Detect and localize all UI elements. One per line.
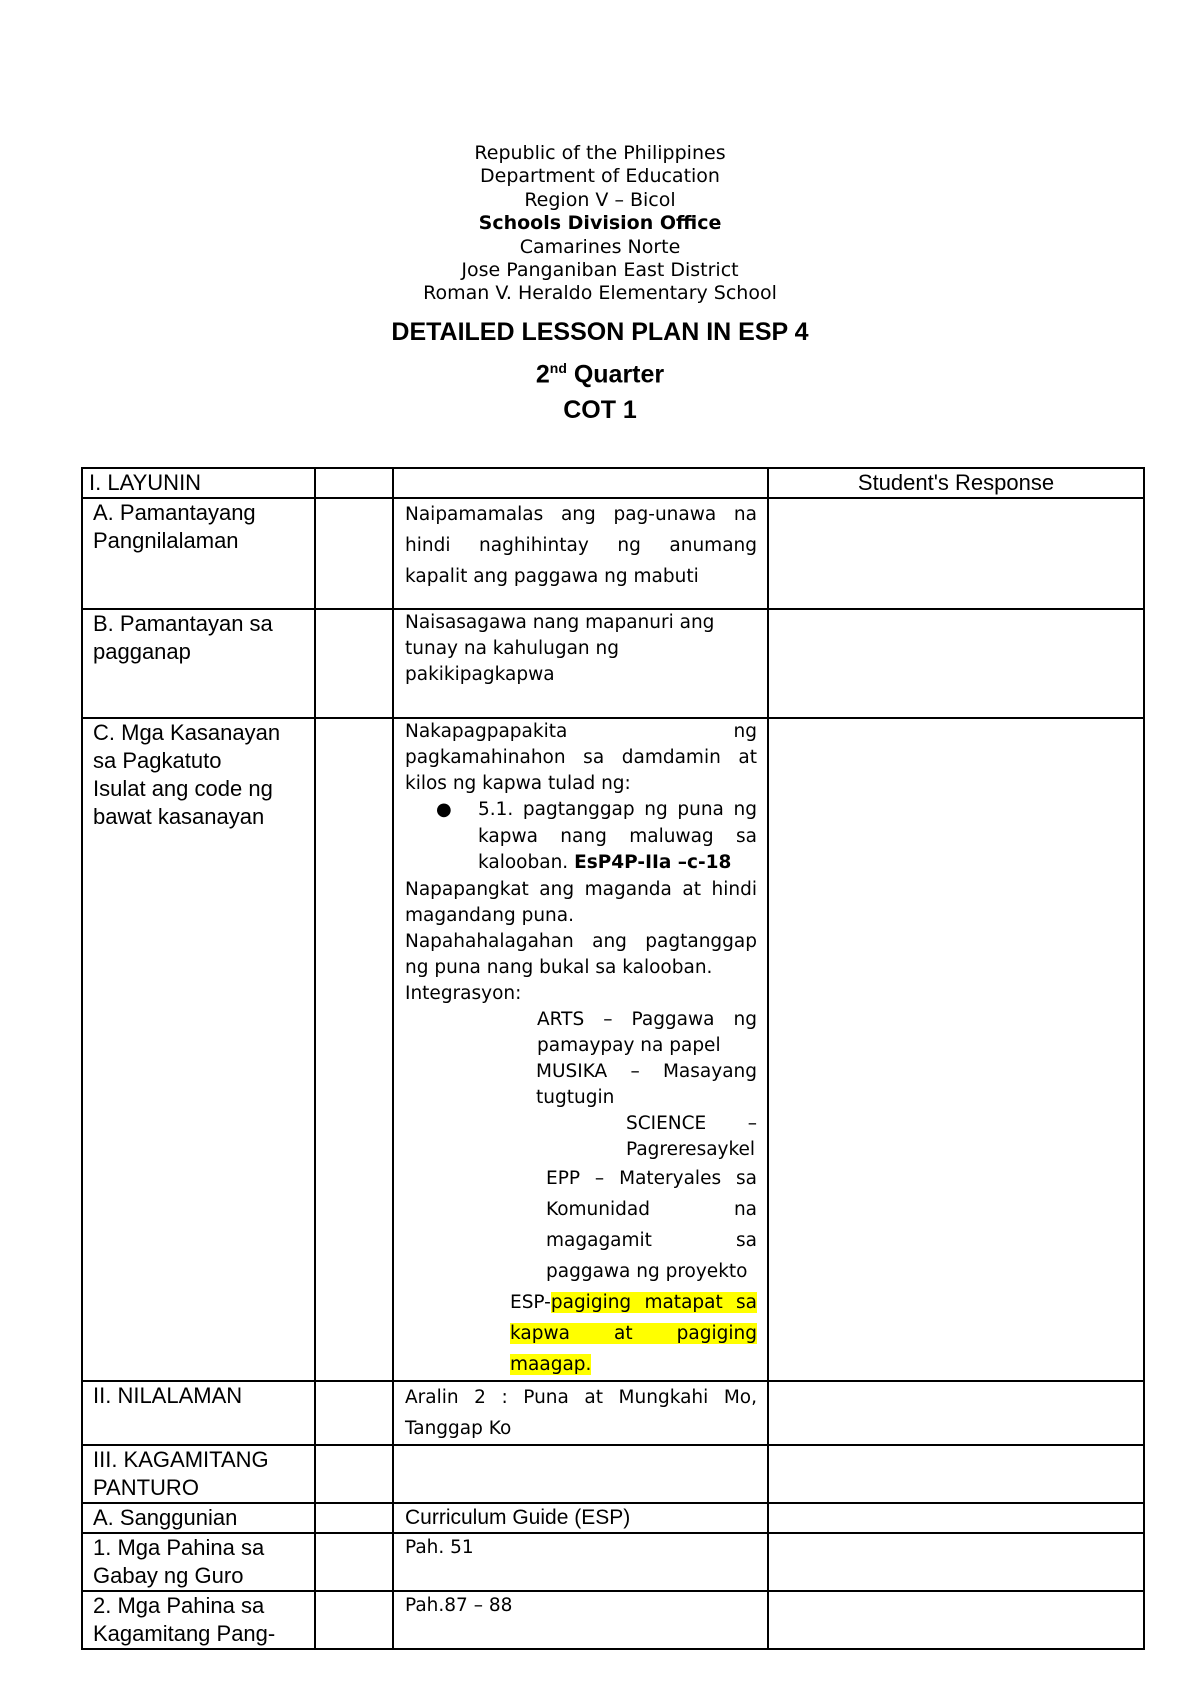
students-response-heading: Student's Response bbox=[768, 468, 1144, 498]
quarter-suffix: nd bbox=[549, 359, 567, 376]
table-row bbox=[82, 1381, 1144, 1445]
content-standard: Naipamamalas ang pag-unawa na hindi naghihintay ng anumang kapalit ang paggawa ng mabuti bbox=[405, 504, 757, 587]
response-cell bbox=[768, 1445, 1144, 1503]
objective-two: Napapangkat ang maganda at hindi magandang puna. bbox=[405, 878, 757, 926]
header-district: Jose Panganiban East District bbox=[461, 259, 739, 282]
empty-cell bbox=[315, 468, 393, 498]
row-label: 2. Mga Pahina sa Kagamitang Pang- bbox=[82, 1591, 315, 1649]
empty-cell bbox=[315, 1381, 393, 1445]
competency-bullet: 5.1. pagtanggap ng puna ng kapwa nang maluwag sa kalooban. bbox=[478, 799, 757, 873]
row-label: III. KAGAMITANG PANTURO bbox=[82, 1445, 315, 1503]
row-content bbox=[393, 718, 768, 1381]
empty-cell bbox=[393, 468, 768, 498]
row-content: Pah. 51 bbox=[393, 1533, 768, 1591]
empty-cell bbox=[315, 498, 393, 609]
row-label: II. NILALAMAN bbox=[82, 1381, 315, 1445]
integration-epp: EPP – Materyales sa Komunidad na magagamit sa paggawa ng proyekto bbox=[546, 1167, 757, 1282]
row-label: A. Sanggunian bbox=[82, 1503, 315, 1533]
response-cell bbox=[768, 1503, 1144, 1533]
table-row bbox=[82, 609, 1144, 718]
response-cell bbox=[768, 1591, 1144, 1649]
quarter-word: Quarter bbox=[566, 360, 665, 389]
cot-title: COT 1 bbox=[563, 396, 637, 425]
competency-intro: Nakapagpapakita ng pagkamahinahon sa damdamin at kilos ng kapwa tulad ng: bbox=[405, 721, 757, 794]
empty-cell bbox=[315, 1503, 393, 1533]
empty-cell bbox=[315, 609, 393, 718]
table-row bbox=[82, 1533, 1144, 1591]
empty-cell bbox=[393, 1445, 768, 1503]
integration-musika: MUSIKA – Masayang tugtugin bbox=[536, 1060, 757, 1108]
header-department: Department of Education bbox=[480, 165, 720, 188]
esp-highlight: pagiging matapat sa kapwa at pagiging maagap. bbox=[510, 1291, 757, 1375]
row-content: Curriculum Guide (ESP) bbox=[393, 1503, 768, 1533]
table-row bbox=[82, 468, 1144, 498]
row-label: 1. Mga Pahina sa Gabay ng Guro bbox=[82, 1533, 315, 1591]
response-cell bbox=[768, 609, 1144, 718]
integration-science: SCIENCE – Pagreresaykel bbox=[626, 1112, 757, 1160]
table-row bbox=[82, 1591, 1144, 1649]
response-cell bbox=[768, 1381, 1144, 1445]
response-cell bbox=[768, 718, 1144, 1381]
lesson-content: Aralin 2 : Puna at Mungkahi Mo, Tanggap Ko bbox=[405, 1386, 757, 1439]
header-republic: Republic of the Philippines bbox=[474, 142, 726, 164]
response-cell bbox=[768, 498, 1144, 609]
row-content bbox=[393, 609, 768, 718]
objective-three: Napahahalagahan ang pagtanggap ng puna nang bukal sa kalooban. bbox=[405, 930, 757, 978]
empty-cell bbox=[315, 1533, 393, 1591]
table-row bbox=[82, 718, 1144, 1381]
esp-prefix: ESP- bbox=[510, 1291, 551, 1313]
layunin-heading: I. LAYUNIN bbox=[82, 468, 315, 498]
row-content bbox=[393, 1381, 768, 1445]
header-division-office: Schools Division Office bbox=[478, 212, 722, 235]
list-item bbox=[405, 797, 757, 877]
quarter-title bbox=[0, 353, 1200, 389]
row-label bbox=[82, 718, 315, 1381]
competency-label: C. Mga Kasanayan sa Pagkatuto bbox=[93, 720, 281, 773]
header-school: Roman V. Heraldo Elementary School bbox=[423, 282, 777, 305]
integration-arts: ARTS – Paggawa ng pamaypay na papel bbox=[537, 1008, 757, 1056]
empty-cell bbox=[315, 1591, 393, 1649]
quarter-number: 2 bbox=[535, 360, 550, 389]
row-content: Pah.87 – 88 bbox=[393, 1591, 768, 1649]
table-row bbox=[82, 1503, 1144, 1533]
competency-note: Isulat ang code ng bawat kasanayan bbox=[93, 776, 273, 829]
bullet-icon: ● bbox=[436, 799, 452, 820]
response-cell bbox=[768, 1533, 1144, 1591]
integration-esp bbox=[405, 1287, 757, 1380]
lesson-plan-title: DETAILED LESSON PLAN IN ESP 4 bbox=[391, 317, 809, 346]
table-row bbox=[82, 1445, 1144, 1503]
performance-standard: Naisasagawa nang mapanuri ang tunay na kahulugan ng pakikipagkapwa bbox=[405, 612, 715, 685]
competency-code: EsP4P-IIa –c-18 bbox=[574, 852, 732, 873]
document-header bbox=[0, 142, 1200, 425]
table-row bbox=[82, 498, 1144, 609]
empty-cell bbox=[315, 1445, 393, 1503]
empty-cell bbox=[315, 718, 393, 1381]
integration-heading: Integrasyon: bbox=[405, 982, 522, 1004]
row-label: A. Pamantayang Pangnilalaman bbox=[82, 498, 315, 609]
lesson-plan-table bbox=[81, 467, 1145, 1650]
header-province: Camarines Norte bbox=[519, 235, 681, 258]
header-region: Region V – Bicol bbox=[524, 188, 676, 211]
row-label: B. Pamantayan sa pagganap bbox=[82, 609, 315, 718]
row-content bbox=[393, 498, 768, 609]
